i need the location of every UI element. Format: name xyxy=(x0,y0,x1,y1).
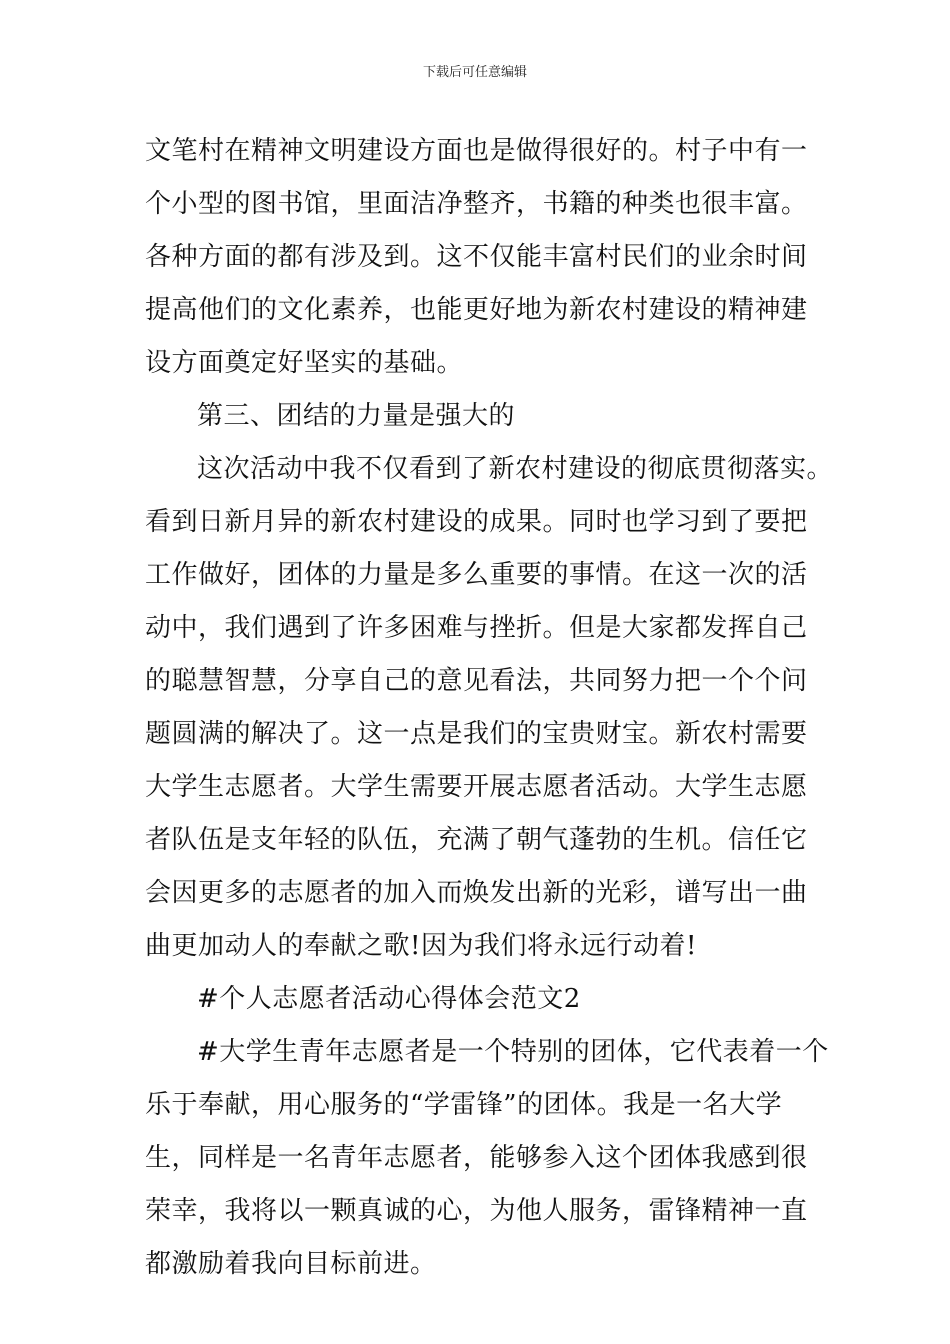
text-line: 乐于奉献，用心服务的“学雷锋”的团体。我是一名大学 xyxy=(145,1090,783,1120)
text-line: 提高他们的文化素养，也能更好地为新农村建设的精神建 xyxy=(145,295,808,325)
text-line: 看到日新月异的新农村建设的成果。同时也学习到了要把 xyxy=(145,507,808,537)
text-line: 会因更多的志愿者的加入而焕发出新的光彩，谱写出一曲 xyxy=(145,878,808,908)
text-line: 者队伍是支年轻的队伍，充满了朝气蓬勃的生机。信任它 xyxy=(145,825,808,855)
section-heading: 第三、团结的力量是强大的 xyxy=(197,401,516,431)
text-line: 工作做好，团体的力量是多么重要的事情。在这一次的活 xyxy=(145,560,808,590)
text-line: 曲更加动人的奉献之歌!因为我们将永远行动着! xyxy=(145,931,697,961)
document-body xyxy=(145,125,834,1291)
page-header: 下载后可任意编辑 xyxy=(422,65,527,80)
text-line: 动中，我们遇到了许多困难与挫折。但是大家都发挥自己 xyxy=(145,613,808,643)
section-heading: #个人志愿者活动心得体会范文2 xyxy=(197,984,581,1014)
text-line: 的聪慧智慧，分享自己的意见看法，共同努力把一个个问 xyxy=(145,666,808,696)
text-line: 题圆满的解决了。这一点是我们的宝贵财宝。新农村需要 xyxy=(145,719,808,749)
text-line: 文笔村在精神文明建设方面也是做得很好的。村子中有一 xyxy=(145,136,808,166)
text-line: 生，同样是一名青年志愿者，能够参入这个团体我感到很 xyxy=(145,1143,808,1173)
text-line: #大学生青年志愿者是一个特别的团体，它代表着一个 xyxy=(197,1037,829,1067)
text-line: 个小型的图书馆，里面洁净整齐，书籍的种类也很丰富。 xyxy=(145,189,808,219)
text-line: 各种方面的都有涉及到。这不仅能丰富村民们的业余时间 xyxy=(145,242,808,272)
text-line: 这次活动中我不仅看到了新农村建设的彻底贯彻落实。 xyxy=(197,454,834,484)
text-line: 都激励着我向目标前进。 xyxy=(145,1249,437,1279)
text-line: 设方面奠定好坚实的基础。 xyxy=(145,348,464,378)
text-line: 荣幸，我将以一颗真诚的心，为他人服务，雷锋精神一直 xyxy=(145,1196,808,1226)
text-line: 大学生志愿者。大学生需要开展志愿者活动。大学生志愿 xyxy=(145,772,808,802)
